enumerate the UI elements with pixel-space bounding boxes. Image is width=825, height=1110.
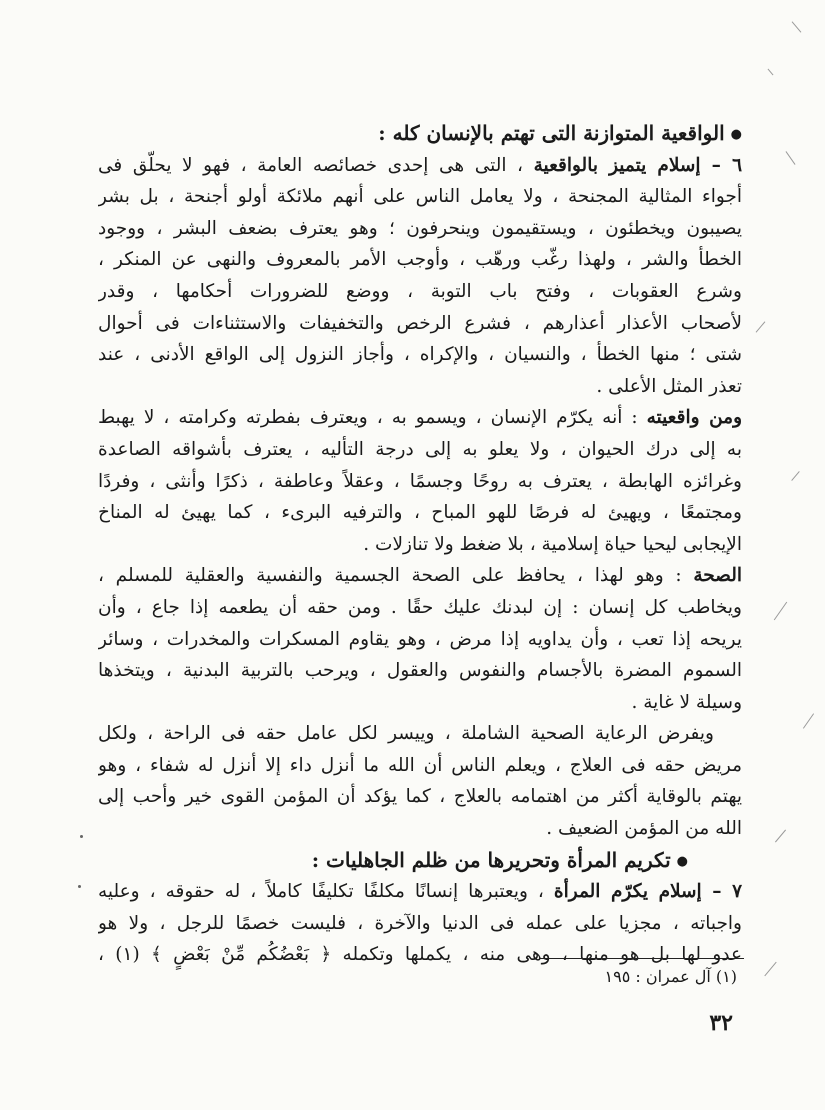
scan-mark — [775, 830, 786, 843]
paragraph-line: وغرائزه الهابطة ، يعترف به روحًا وجسمًا ، وعقلاً وعاطفة ، ذكرًا وأنثى ، وفردًا — [98, 470, 742, 492]
paragraph-line: أجواء المثالية المجنحة ، ولا يعامل الناس على أنهم ملائكة أولو أجنحة ، بل بشر — [98, 186, 742, 208]
scan-mark — [756, 321, 766, 332]
paragraph-line: شتى ؛ منها الخطأ ، والنسيان ، والإكراه ، وأجاز النزول إلى الواقع الأدنى ، عند — [98, 344, 742, 366]
scan-mark — [764, 962, 776, 976]
scan-mark — [792, 21, 802, 32]
paragraph-text: ، ويعتبرها إنسانًا مكلفًا تكليفًا كاملاً ، له حقوقه ، وعليه — [98, 881, 544, 903]
scan-mark — [791, 471, 799, 481]
paragraph-text: : وهو لهذا ، يحافظ على الصحة الجسمية والنفسية والعقلية للمسلم ، — [98, 565, 682, 587]
paragraph-text: : أنه يكرّم الإنسان ، ويسمو به ، ويعترف بفطرته وكرامته ، لا يهبط — [98, 407, 638, 429]
paragraph-line — [98, 150, 742, 182]
paragraph-line: واجباته ، مجزيا على عمله فى الدنيا والآخرة ، فليست خصمًا للرجل ، ولا هو — [98, 912, 742, 934]
paragraph-line: الله من المؤمن الضعيف . — [546, 818, 742, 840]
paragraph-lead: الصحة — [693, 565, 742, 587]
page-number: ٣٢ — [709, 1010, 733, 1036]
paragraph-line: ويخاطب كل إنسان : إن لبدنك عليك حقًا . ومن حقه أن يطعمه إذا جاع ، وأن — [98, 596, 742, 618]
paragraph-line: وشرع العقوبات ، وفتح باب التوبة ، ووضع للضرورات أحكامها ، وقدر — [98, 280, 742, 302]
paragraph-line — [98, 402, 742, 434]
paragraph-text: ، التى هى إحدى خصائصه العامة ، فهو لا يحلّق فى — [98, 154, 524, 176]
paragraph-line: ومجتمعًا ، ويهيئ له فرصًا للهو المباح ، والترفيه البرىء ، كما يهيئ له المناخ — [98, 502, 742, 524]
paragraph-line — [98, 876, 742, 908]
paragraph-line: ويفرض الرعاية الصحية الشاملة ، وييسر لكل عامل حقه فى الراحة ، ولكل — [98, 723, 714, 745]
section-heading — [98, 845, 742, 877]
body-text — [98, 118, 742, 971]
scan-dot — [78, 885, 81, 888]
paragraph-line: به إلى درك الحيوان ، ولا يعلو به إلى درجة التأليه ، يعترف بأشواقه الصاعدة — [98, 438, 742, 460]
paragraph-line: السموم المضرة بالأجسام والنفوس والعقول ، ويرحب بالتربية البدنية ، ويتخذها — [98, 660, 742, 682]
paragraph-lead: ٦ – إسلام يتميز بالواقعية — [533, 154, 742, 176]
paragraph-line: تعذر المثل الأعلى . — [596, 375, 742, 397]
paragraph-line — [98, 560, 742, 592]
paragraph-line: مريض حقه فى العلاج ، ويعلم الناس أن الله ما أنزل داء إلا أنزل له شفاء ، وهو — [98, 754, 742, 776]
paragraph-line: الإيجابى ليحيا حياة إسلامية ، بلا ضغط ولا تنازلات . — [363, 533, 742, 555]
scan-mark — [803, 713, 814, 728]
scan-mark — [774, 602, 787, 621]
scan-dot — [80, 835, 83, 838]
paragraph-line: لأصحاب الأعذار أعذارهم ، فشرع الرخص والتخفيفات والاستثناءات فى أحوال — [98, 312, 742, 334]
paragraph-line: عدو لها بل هو منها ، وهى منه ، يكملها وتكمله ﴿ بَعْضُكُم مِّنْ بَعْضٍ ﴾ (١) ، — [98, 944, 742, 966]
paragraph-line: يهتم بالوقاية أكثر من اهتمامه بالعلاج ، كما يؤكد أن المؤمن القوى خير وأحب إلى — [98, 786, 742, 808]
paragraph-line: وسيلة لا غاية . — [631, 691, 742, 713]
scan-mark — [768, 69, 774, 76]
section-heading — [98, 118, 742, 150]
paragraph-lead: ٧ – إسلام يكرّم المرأة — [553, 881, 742, 903]
footnote: (١) آل عمران : ١٩٥ — [604, 967, 737, 986]
section-heading-text: الواقعية المتوازنة التى تهتم بالإنسان كله : — [378, 121, 725, 145]
footnote-divider — [540, 958, 744, 959]
paragraph-line: الخطأ والشر ، ولهذا رغّب ورهّب ، وأوجب الأمر بالمعروف والنهى عن المنكر ، — [98, 249, 742, 271]
paragraph-lead: ومن واقعيته — [646, 407, 742, 429]
paragraph-line: يريحه إذا تعب ، وأن يداويه إذا مرض ، وهو يقاوم المسكرات والمخدرات ، وسائر — [98, 628, 742, 650]
section-heading-text: تكريم المرأة وتحريرها من ظلم الجاهليات : — [311, 847, 671, 872]
scan-mark — [786, 151, 796, 165]
paragraph-line: يصيبون ويخطئون ، ويستقيمون وينحرفون ؛ وهو يعترف بضعف البشر ، ووجود — [98, 217, 742, 239]
